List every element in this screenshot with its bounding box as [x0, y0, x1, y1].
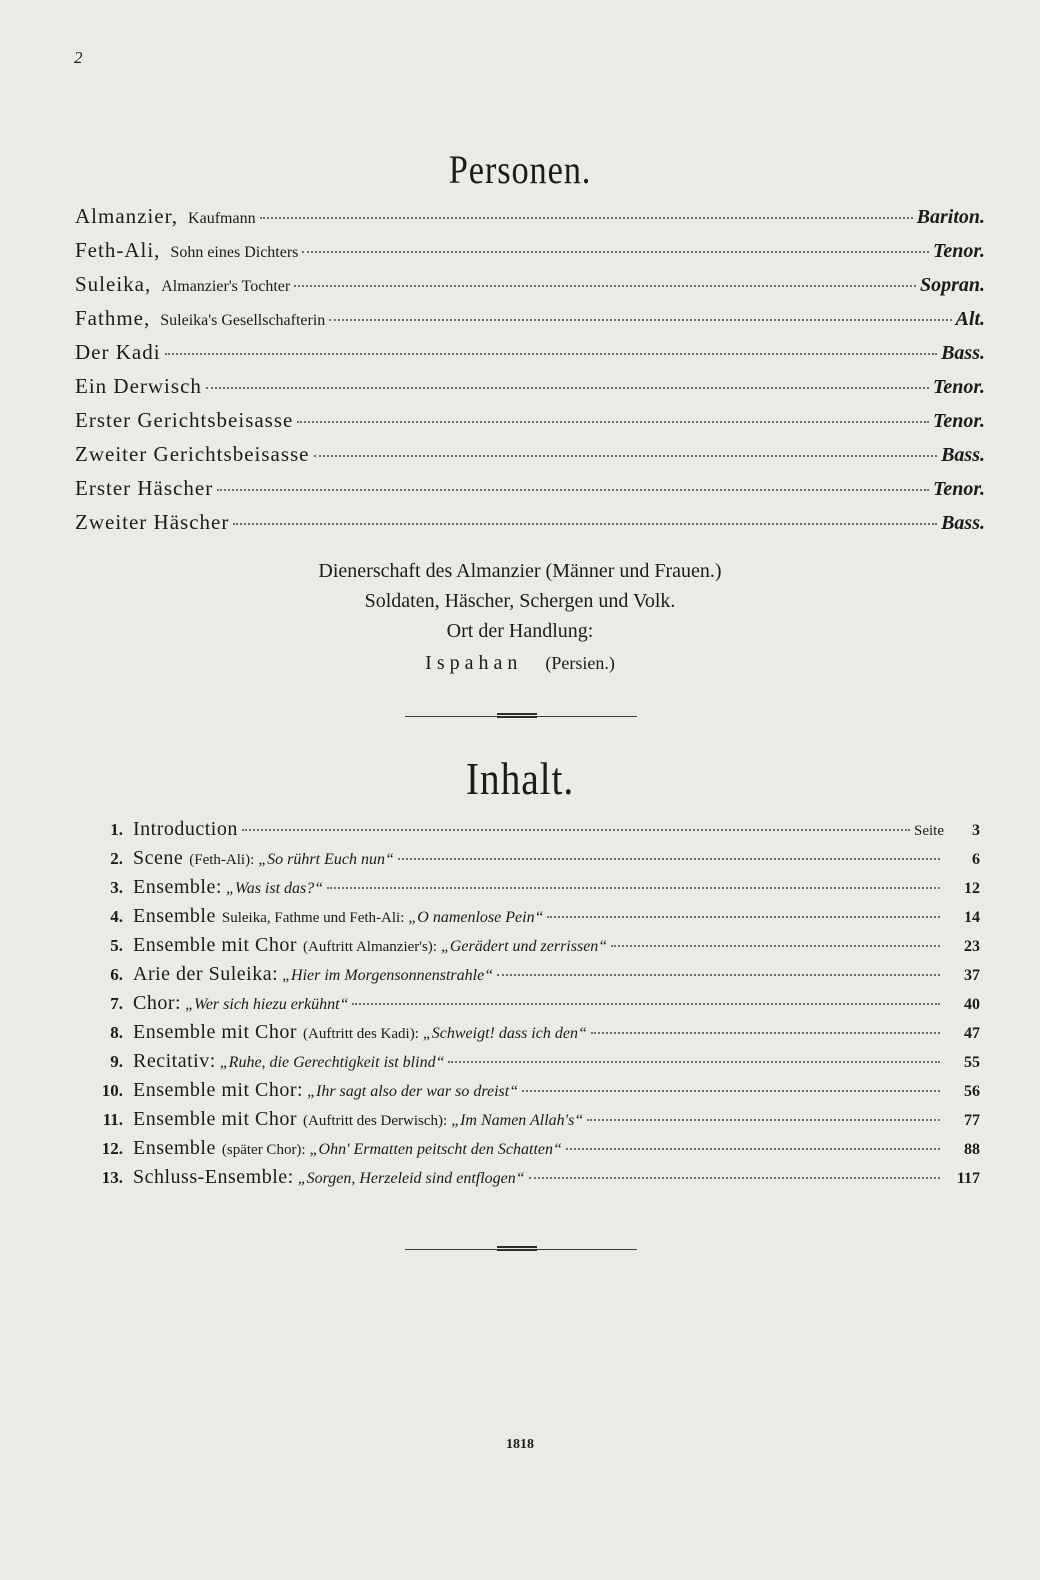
personen-title: Personen.: [448, 147, 592, 192]
voice-type: Tenor.: [932, 478, 985, 500]
toc-number: 8.: [110, 1023, 123, 1042]
toc-page: 88: [964, 1141, 980, 1158]
leader-dots: [587, 1119, 940, 1121]
leader-dots: [242, 829, 910, 831]
leader-dots: [448, 1061, 940, 1063]
toc-quote: „Wer sich hiezu erkühnt“: [185, 996, 349, 1013]
toc-entry: [75, 963, 980, 992]
toc-entry: [75, 905, 980, 934]
voice-type: Sopran.: [919, 274, 985, 296]
toc-title: Ensemble mit Chor:: [133, 1079, 304, 1101]
toc-quote: „Im Namen Allah's“: [451, 1112, 584, 1129]
toc-quote: „Schweigt! dass ich den“: [422, 1025, 587, 1042]
leader-dots: [591, 1032, 940, 1034]
toc-page: 55: [964, 1054, 980, 1071]
ensemble-line: Dienerschaft des Almanzier (Männer und Frauen.): [318, 560, 722, 582]
toc-entry: [75, 1166, 980, 1195]
leader-dots: [352, 1003, 940, 1005]
divider-ornament: [497, 1246, 537, 1251]
toc-page: 14: [964, 909, 980, 926]
section-divider: [405, 1249, 637, 1250]
toc-entry: [75, 934, 980, 963]
toc-number: 2.: [110, 849, 123, 868]
character-row: [75, 476, 985, 510]
leader-dots: [302, 251, 929, 253]
toc-title: Schluss-Ensemble:: [133, 1166, 294, 1188]
toc-entry: [75, 1137, 980, 1166]
place-country: (Persien.): [545, 653, 615, 673]
character-name: Feth-Ali,: [75, 238, 161, 262]
toc-number: 7.: [110, 994, 123, 1013]
leader-dots: [327, 887, 940, 889]
toc-title: Ensemble:: [133, 876, 222, 898]
character-name: Ein Derwisch: [75, 374, 202, 398]
toc-entry: [75, 876, 980, 905]
toc-number: 6.: [110, 965, 123, 984]
toc-quote: „Sorgen, Herzeleid sind entflogen“: [297, 1170, 525, 1187]
character-name: Zweiter Gerichtsbeisasse: [75, 442, 310, 466]
toc-page: 3: [972, 822, 980, 839]
toc-title: Ensemble mit Chor: [133, 1021, 298, 1043]
toc-quote: „Ruhe, die Gerechtigkeit ist blind“: [219, 1054, 445, 1071]
voice-type: Bass.: [941, 512, 985, 534]
toc-quote: „O namenlose Pein“: [408, 909, 544, 926]
toc-title: Ensemble: [133, 1137, 216, 1159]
character-description: Almanzier's Tochter: [161, 278, 291, 295]
toc-quote: „So rührt Euch nun“: [258, 851, 394, 868]
character-row: [75, 204, 985, 238]
character-row: [75, 340, 985, 374]
leader-dots: [233, 523, 937, 525]
seite-label: Seite: [914, 823, 944, 839]
voice-type: Bass.: [941, 444, 985, 466]
leader-dots: [329, 319, 951, 321]
toc-page: 40: [964, 996, 980, 1013]
voice-type: Alt.: [955, 308, 985, 330]
toc-number: 1.: [110, 820, 123, 839]
character-row: [75, 272, 985, 306]
character-description: Kaufmann: [188, 210, 256, 227]
voice-type: Tenor.: [932, 240, 985, 262]
toc-page: 12: [964, 880, 980, 897]
divider-ornament: [497, 713, 537, 718]
character-row: [75, 238, 985, 272]
toc-detail: Suleika, Fathme und Feth-Ali:: [221, 910, 405, 926]
voice-type: Tenor.: [932, 410, 985, 432]
toc-detail: (Feth-Ali):: [189, 852, 255, 868]
leader-dots: [217, 489, 929, 491]
toc-title: Introduction: [133, 818, 238, 840]
leader-dots: [529, 1177, 940, 1179]
character-name: Fathme,: [75, 306, 151, 330]
leader-dots: [297, 421, 929, 423]
leader-dots: [165, 353, 938, 355]
toc-page: 23: [964, 938, 980, 955]
ensemble-line: Soldaten, Häscher, Schergen und Volk.: [364, 590, 676, 612]
leader-dots: [294, 285, 916, 287]
toc-title: Ensemble mit Chor: [133, 934, 298, 956]
toc-number: 3.: [110, 878, 123, 897]
voice-type: Bariton.: [916, 206, 985, 228]
toc-detail: (später Chor):: [221, 1142, 306, 1158]
character-description: Sohn eines Dichters: [170, 244, 299, 261]
toc-number: 5.: [110, 936, 123, 955]
toc-page: 77: [964, 1112, 980, 1129]
character-name: Almanzier,: [75, 204, 179, 228]
character-name: Zweiter Häscher: [75, 510, 230, 534]
toc-number: 10.: [101, 1081, 123, 1100]
toc-title: Arie der Suleika:: [133, 963, 279, 985]
voice-type: Tenor.: [932, 376, 985, 398]
toc-number: 12.: [101, 1139, 123, 1158]
leader-dots: [260, 217, 913, 219]
toc-quote: „Ohn' Ermatten peitscht den Schatten“: [309, 1141, 562, 1158]
toc-title: Scene: [133, 847, 184, 869]
toc-detail: (Auftritt des Derwisch):: [303, 1113, 448, 1129]
toc-page: 47: [964, 1025, 980, 1042]
toc-number: 4.: [110, 907, 123, 926]
place-label: Ort der Handlung:: [446, 620, 594, 642]
toc-detail: (Auftritt Almanzier's):: [303, 939, 437, 955]
toc-page: 37: [964, 967, 980, 984]
toc-entry: [75, 818, 980, 847]
character-row: [75, 374, 985, 408]
toc-quote: „Ihr sagt also der war so dreist“: [307, 1083, 519, 1100]
toc-page: 56: [964, 1083, 980, 1100]
toc-quote: „Was ist das?“: [225, 880, 324, 897]
toc-entry: [75, 1021, 980, 1050]
leader-dots: [398, 858, 940, 860]
toc-title: Chor:: [133, 992, 182, 1014]
toc-title: Ensemble: [133, 905, 216, 927]
character-name: Erster Häscher: [75, 476, 214, 500]
footer-stamp: 1818: [506, 1437, 534, 1452]
leader-dots: [611, 945, 940, 947]
inhalt-title: Inhalt.: [465, 753, 575, 804]
leader-dots: [566, 1148, 940, 1150]
character-description: Suleika's Gesellschafterin: [160, 312, 326, 329]
toc-entry: [75, 1079, 980, 1108]
character-name: Der Kadi: [75, 340, 161, 364]
leader-dots: [547, 916, 940, 918]
voice-type: Bass.: [941, 342, 985, 364]
toc-entry: [75, 1108, 980, 1137]
page-number: 2: [74, 48, 83, 67]
character-row: [75, 510, 985, 544]
toc-quote: „Hier im Morgensonnenstrahle“: [282, 967, 494, 984]
toc-number: 13.: [101, 1168, 123, 1187]
character-name: Suleika,: [75, 272, 152, 296]
section-divider: [405, 716, 637, 717]
toc-page: 117: [956, 1170, 980, 1187]
leader-dots: [522, 1090, 940, 1092]
toc-entry: [75, 992, 980, 1021]
character-row: [75, 442, 985, 476]
place-city: Ispahan: [425, 652, 523, 674]
toc-quote: „Gerädert und zerrissen“: [440, 938, 608, 955]
character-row: [75, 306, 985, 340]
toc-page: 6: [972, 851, 980, 868]
toc-detail: (Auftritt des Kadi):: [303, 1026, 419, 1042]
toc-number: 11.: [102, 1110, 123, 1129]
toc-number: 9.: [110, 1052, 123, 1071]
toc-entry: [75, 847, 980, 876]
character-row: [75, 408, 985, 442]
leader-dots: [314, 455, 938, 457]
character-name: Erster Gerichtsbeisasse: [75, 408, 294, 432]
toc-entry: [75, 1050, 980, 1079]
leader-dots: [497, 974, 940, 976]
leader-dots: [206, 387, 929, 389]
toc-title: Recitativ:: [133, 1050, 216, 1072]
toc-title: Ensemble mit Chor: [133, 1108, 298, 1130]
place-line: [0, 652, 1040, 675]
